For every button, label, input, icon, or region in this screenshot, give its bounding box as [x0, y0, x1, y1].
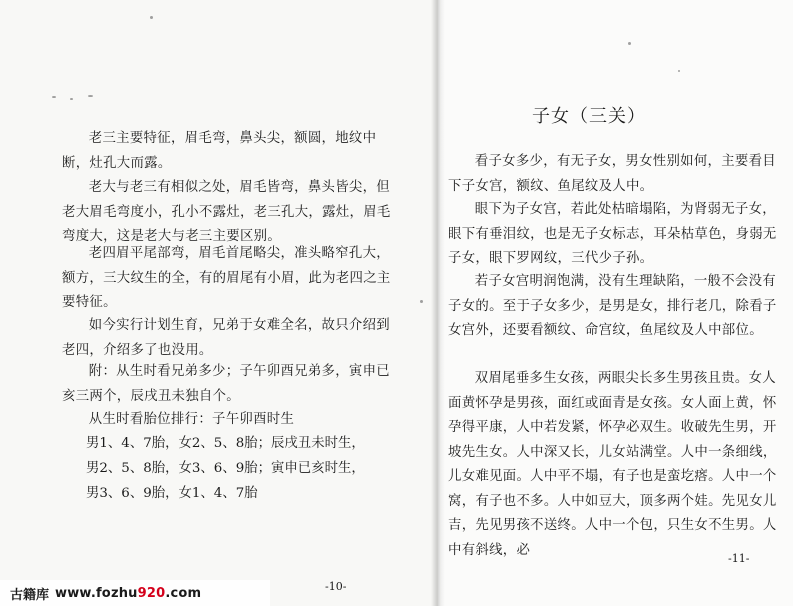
site-name: 古籍库 [10, 587, 50, 603]
birth-order-row-2: 男2、5、8胎，女3、6、9胎；寅申已亥时生， [86, 461, 365, 476]
right-page-number: -11- [728, 552, 750, 565]
left-paragraph-1: 老三主要特征，眉毛弯，鼻头尖，额圆，地纹中断，灶孔大而露。 [62, 131, 377, 171]
left-paragraph-2: 老大与老三有相似之处，眉毛皆弯，鼻头皆尖，但老大眉毛弯度小，孔小不露灶，老三孔大，露灶，眉毛弯度大，这是老大与老三主要区别。 [62, 180, 391, 244]
right-paragraph-1: 看子女多少，有无子女，男女性别如何，主要看目下子女宫，额纹、鱼尾纹及人中。 [448, 154, 776, 194]
chapter-title: 子女（三关） [532, 106, 646, 127]
left-page-number: -10- [325, 580, 347, 593]
right-paragraph-4: 双眉尾垂多生女孩，两眼尖长多生男孩且贵。女人面黄怀孕是男孩，面红或面青是女孩。女人面上黄，怀孕得平康，人中若发紧，怀孕必双生。收破先生男，开坡先生女。人中深又长，儿女站满堂。人中一条细线，儿女难见面。人中平不塌，有子也是蛮圪瘩。人中一个窝，有子也不多。人中如豆大，顶多两个娃。先见女儿吉，先见男孩不送终。人中一个包，只生女不生男。人中有斜线，必 [448, 371, 777, 558]
birth-order-row-3: 男3、6、9胎，女1、4、7胎 [86, 486, 258, 501]
left-paragraph-5: 附：从生时看兄弟多少；子午卯酉兄弟多，寅申已亥三两个，辰戌丑未独自个。 [62, 364, 390, 404]
left-paragraph-6: 从生时看胎位排行：子午卯酉时生 [88, 412, 295, 427]
right-paragraph-3: 若子女宫明润饱满，没有生理缺陷，一般不会没有子女的。至于子女多少，是男是女，排行老几，除看子女宫外，还要看额纹、命宫纹，鱼尾纹及人中部位。 [448, 274, 777, 338]
left-paragraph-4: 如今实行计划生育，兄弟于女难全名，故只介绍到老四，介绍多了也没用。 [62, 318, 390, 358]
right-paragraph-2: 眼下为子女宫，若此处枯暗塌陷，为肾弱无子女，眼下有垂泪纹，也是无子女标志，耳朵枯草色，身弱无子女，眼下罗网纹，三代少子孙。 [448, 202, 777, 266]
right-page [438, 0, 793, 606]
birth-order-row-1: 男1、4、7胎，女2、5、8胎；辰戌丑未时生， [86, 436, 365, 451]
left-paragraph-3: 老四眉平尾部弯，眉毛首尾略尖，准头略窄孔大，额方，三大纹生的全，有的眉尾有小眉，此为老四之主要特征。 [62, 246, 391, 310]
site-url[interactable]: www.fozhu920.com [55, 585, 202, 601]
site-watermark[interactable] [0, 580, 270, 606]
book-gutter-shadow [431, 0, 445, 606]
